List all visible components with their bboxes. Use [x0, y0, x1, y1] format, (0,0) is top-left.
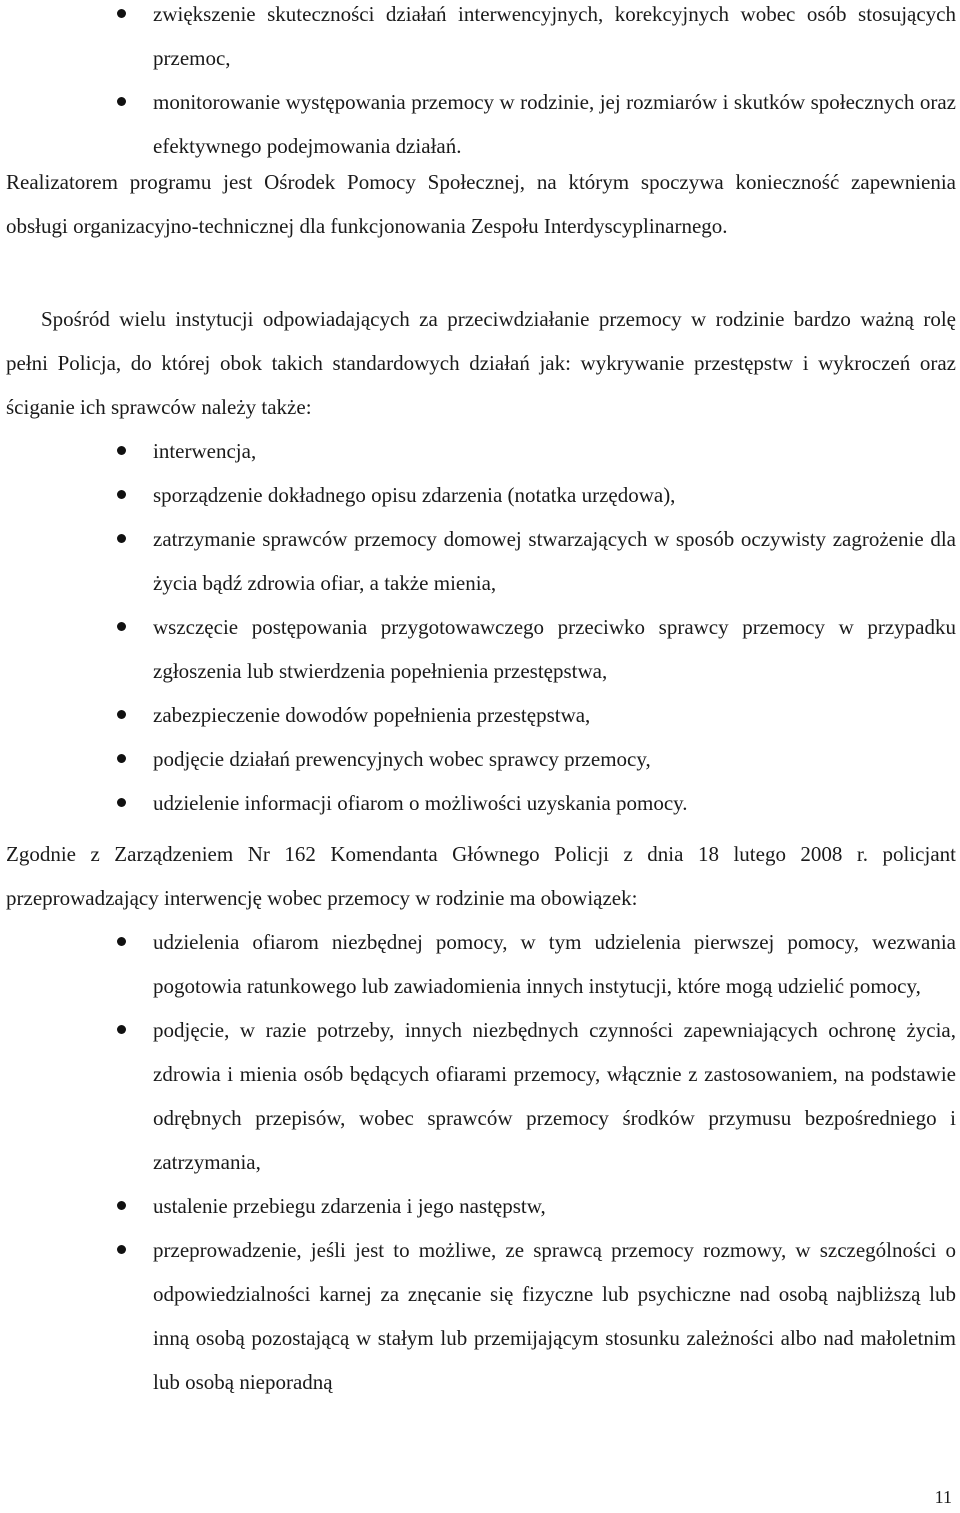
list-item: podjęcie, w razie potrzeby, innych niezbędnych czynności zapewniających ochronę życia, zdrowia i mienia osób będących ofiarami przemocy, włącznie z zastosowaniem, na podstawie odrębnych przepisów, wobec sprawców przemocy środków przymusu bezpośredniego i zatrzymania, — [6, 1008, 956, 1184]
list-item: udzielenie informacji ofiarom o możliwości uzyskania pomocy. — [6, 781, 956, 825]
page-number: 11 — [934, 1487, 952, 1507]
list-item: sporządzenie dokładnego opisu zdarzenia (notatka urzędowa), — [6, 473, 956, 517]
list-item: zwiększenie skuteczności działań interwencyjnych, korekcyjnych wobec osób stosujących przemoc, — [6, 0, 956, 80]
list-item: monitorowanie występowania przemocy w rodzinie, jej rozmiarów i skutków społecznych oraz efektywnego podejmowania działań. — [6, 80, 956, 168]
paragraph-policja: Spośród wielu instytucji odpowiadających za przeciwdziałanie przemocy w rodzinie bardzo ważną rolę pełni Policja, do której obok takich standardowych działań jak: wykrywanie przestępstw i wykroczeń oraz ściganie ich sprawców należy także: — [6, 307, 956, 419]
list-item: zatrzymanie sprawców przemocy domowej stwarzających w sposób oczywisty zagrożenie dla życia bądź zdrowia ofiar, a także mienia, — [6, 517, 956, 605]
police-tasks-list — [6, 429, 956, 825]
list-item: przeprowadzenie, jeśli jest to możliwe, ze sprawcą przemocy rozmowy, w szczególności o odpowiedzialności karnej za znęcanie się fizyczne lub psychiczne nad osobą najbliższą lub inną osobą pozostającą w stałym lub przemijającym stosunku zależności albo nad małoletnim lub osobą nieporadną — [6, 1228, 956, 1404]
list-item: udzielenia ofiarom niezbędnej pomocy, w tym udzielenia pierwszej pomocy, wezwania pogotowia ratunkowego lub zawiadomienia innych instytucji, które mogą udzielić pomocy, — [6, 920, 956, 1008]
list-item: interwencja, — [6, 429, 956, 473]
paragraph-zarzadzenie: Zgodnie z Zarządzeniem Nr 162 Komendanta Głównego Policji z dnia 18 lutego 2008 r. policjant przeprowadzający interwencję wobec przemocy w rodzinie ma obowiązek: — [6, 842, 956, 910]
list-item: podjęcie działań prewencyjnych wobec sprawcy przemocy, — [6, 737, 956, 781]
list-item: wszczęcie postępowania przygotowawczego przeciwko sprawcy przemocy w przypadku zgłoszenia lub stwierdzenia popełnienia przestępstwa, — [6, 605, 956, 693]
paragraph-realizator: Realizatorem programu jest Ośrodek Pomocy Społecznej, na którym spoczywa konieczność zapewnienia obsługi organizacyjno-technicznej dla funkcjonowania Zespołu Interdyscyplinarnego. — [6, 170, 956, 238]
officer-duties-list — [6, 920, 956, 1404]
list-item: zabezpieczenie dowodów popełnienia przestępstwa, — [6, 693, 956, 737]
goals-list — [6, 0, 956, 168]
list-item: ustalenie przebiegu zdarzenia i jego następstw, — [6, 1184, 956, 1228]
